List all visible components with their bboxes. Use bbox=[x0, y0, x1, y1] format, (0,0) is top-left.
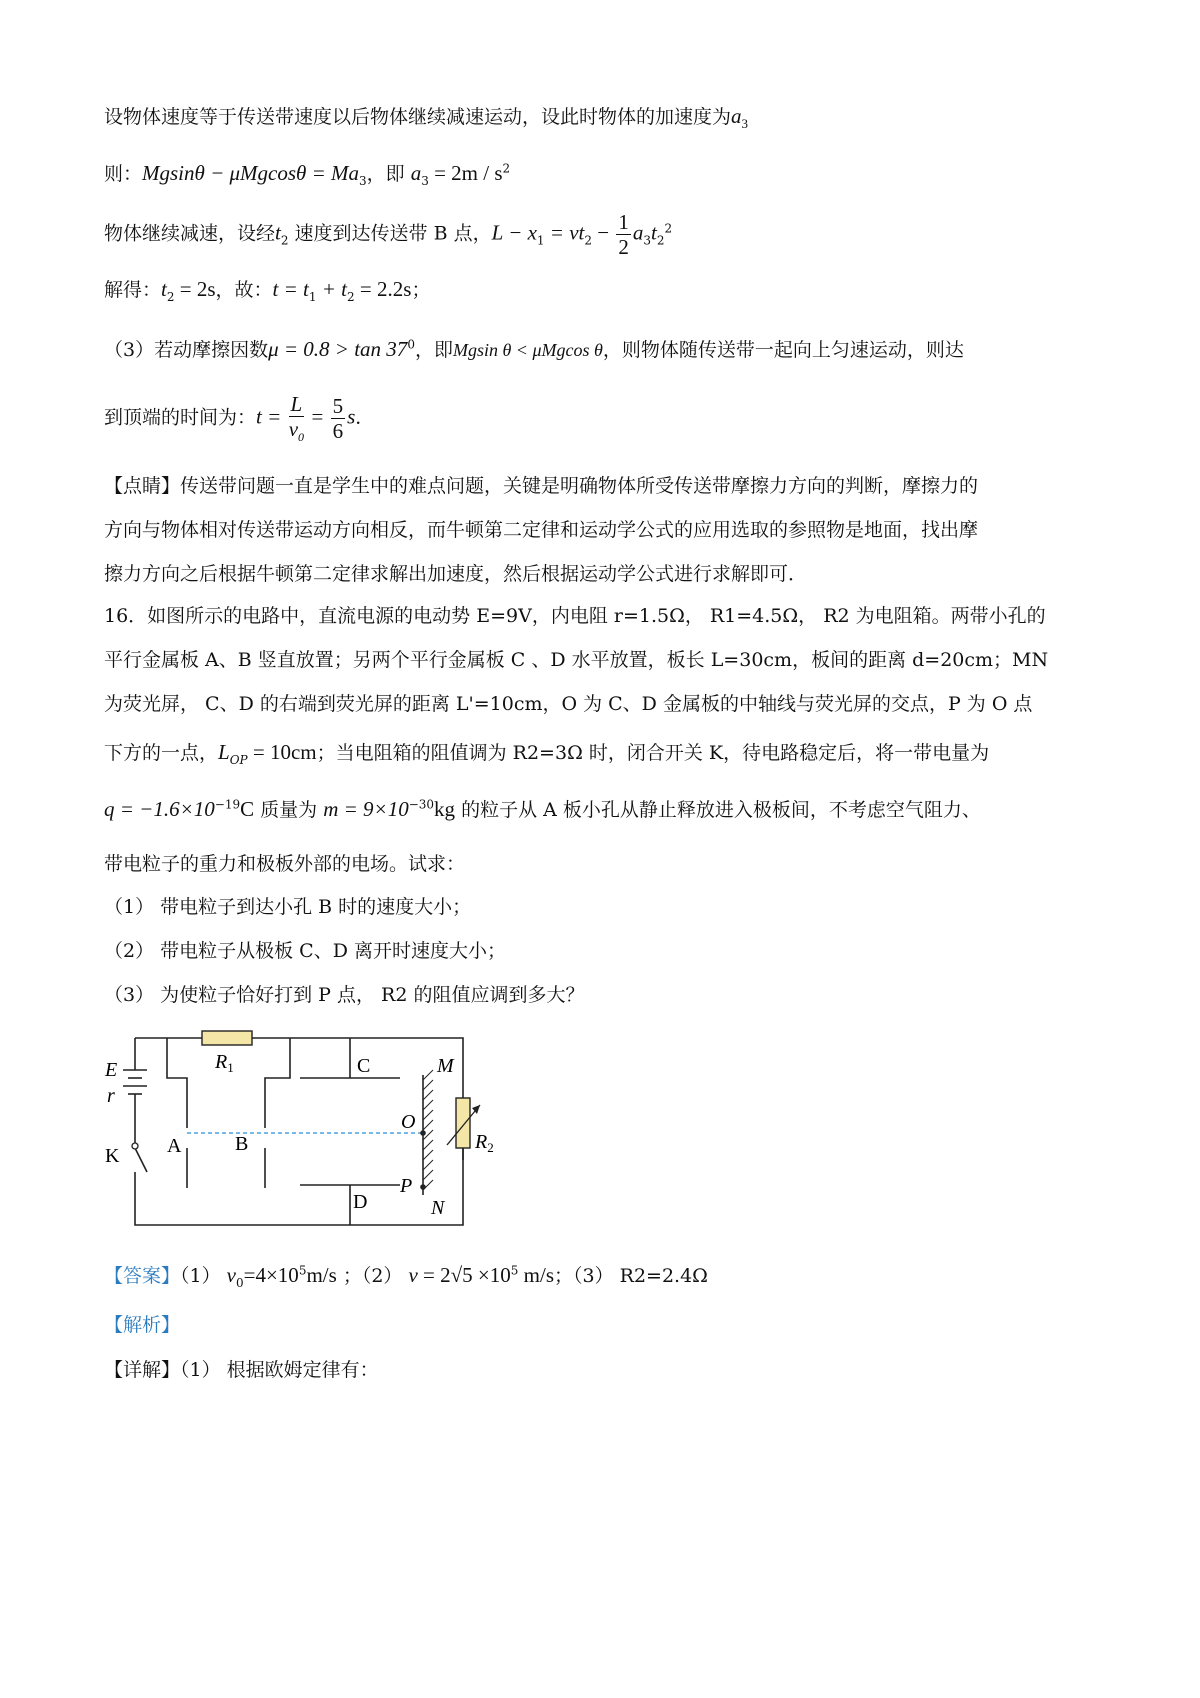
circuit-diagram bbox=[95, 1020, 515, 1240]
text-line-13: 下方的一点，$L_{OP} = 10cm$；当电阻箱的阻值调为 R2=3Ω 时，闭合开关 K，待电路稳定后，将一带电量为 bbox=[104, 740, 990, 767]
answer-line: 【答案】（1） $v_0=4\times 10^5m/s$ ；（2） $v = 2√5 \times 10^5$ m/s；（3） R2=2.4Ω bbox=[104, 1263, 708, 1290]
label-c: C bbox=[357, 1055, 371, 1077]
text-line-5: （3）若动摩擦因数$\mu = 0.8 > \tan 37^0$，即Mgsin θ < μMgcos θ，则物体随传送带一起向上匀速运动，则达 bbox=[104, 337, 964, 361]
analysis-tag: 【解析】 bbox=[104, 1314, 181, 1336]
text-line-4: 解得：$t_2 = 2s$，故：$t = t_1 + t_2 = 2.2s$； bbox=[104, 277, 431, 304]
label-e: E bbox=[105, 1059, 118, 1081]
point-o bbox=[420, 1130, 426, 1136]
text-line-8: 方向与物体相对传送带运动方向相反，而牛顿第二定律和运动学公式的应用选取的参照物是地面，找出摩 bbox=[104, 519, 979, 541]
r1-resistor bbox=[202, 1031, 252, 1045]
switch-contact bbox=[132, 1143, 138, 1149]
text-line-10: 16．如图所示的电路中，直流电源的电动势 E=9V，内电阻 r=1.5Ω， R1=4.5Ω， R2 为电阻箱。两带小孔的 bbox=[104, 605, 1046, 627]
label-m: M bbox=[437, 1055, 454, 1077]
label-n: N bbox=[431, 1197, 445, 1219]
text-line-15: 带电粒子的重力和极板外部的电场。试求： bbox=[104, 853, 466, 875]
text-line-12: 为荧光屏， C、D 的右端到荧光屏的距离 L'=10cm，O 为 C、D 金属板的中轴线与荧光屏的交点，P 为 O 点 bbox=[104, 693, 1033, 715]
question-2: （2） 带电粒子从极板 C、D 离开时速度大小； bbox=[104, 940, 506, 962]
screen-hatching bbox=[423, 1070, 433, 1190]
text-line-2: 则：$Mgsin\theta - \mu Mgcos\theta = Ma_3$，即 $a_3 = 2m / s^2$ bbox=[104, 161, 511, 188]
question-1: （1） 带电粒子到达小孔 B 时的速度大小； bbox=[104, 896, 472, 918]
label-r2: $R_2$ bbox=[475, 1131, 494, 1155]
text-line-9: 擦力方向之后根据牛顿第二定律求解出加速度，然后根据运动学公式进行求解即可． bbox=[104, 563, 808, 585]
text-line-6: 到顶端的时间为：t = $\frac{L}{v_0}$ = $\frac{5}{6}$ s． bbox=[104, 392, 375, 445]
fraction-l-over-v0: $\frac{L}{v_0}$ bbox=[288, 392, 305, 445]
label-r1: $R_1$ bbox=[215, 1051, 234, 1075]
label-p: P bbox=[400, 1175, 413, 1197]
r2-resistor bbox=[456, 1098, 470, 1148]
text-line-7: 【点睛】传送带问题一直是学生中的难点问题，关键是明确物体所受传送带摩擦力方向的判断，摩擦力的 bbox=[104, 475, 979, 497]
detail-line: 【详解】（1） 根据欧姆定律有： bbox=[104, 1359, 379, 1381]
text-line-14: $q = -1.6\times 10^{-19}C$ 质量为 $m = 9\times 10^{-30}kg$ 的粒子从 A 板小孔从静止释放进入极板间，不考虑空气阻力、 bbox=[104, 797, 981, 821]
label-r: r bbox=[107, 1085, 115, 1107]
label-b: B bbox=[235, 1133, 249, 1155]
text-line-3: 物体继续减速，设经$t_2$ 速度到达传送带 B 点，$L - x_1 = vt_2$ − $\frac{1}{2}$ $a_3t_2^2$ bbox=[104, 210, 673, 260]
fraction-half: $\frac{1}{2}$ bbox=[618, 210, 629, 260]
text-line-11: 平行金属板 A、B 竖直放置；另两个平行金属板 C 、D 水平放置，板长 L=30cm，板间的距离 d=20cm；MN bbox=[104, 649, 1049, 671]
label-k: K bbox=[105, 1145, 120, 1167]
fraction-five-sixths: $\frac{5}{6}$ bbox=[332, 393, 344, 444]
label-d: D bbox=[353, 1191, 368, 1213]
text-line-1: 设物体速度等于传送带速度以后物体继续减速运动，设此时物体的加速度为$a_3$ bbox=[104, 104, 749, 131]
point-p bbox=[420, 1184, 426, 1190]
label-a: A bbox=[167, 1135, 182, 1157]
question-3: （3） 为使粒子恰好打到 P 点， R2 的阻值应调到多大？ bbox=[104, 984, 585, 1006]
label-o: O bbox=[401, 1111, 416, 1133]
answer-tag: 【答案】 bbox=[104, 1265, 181, 1287]
